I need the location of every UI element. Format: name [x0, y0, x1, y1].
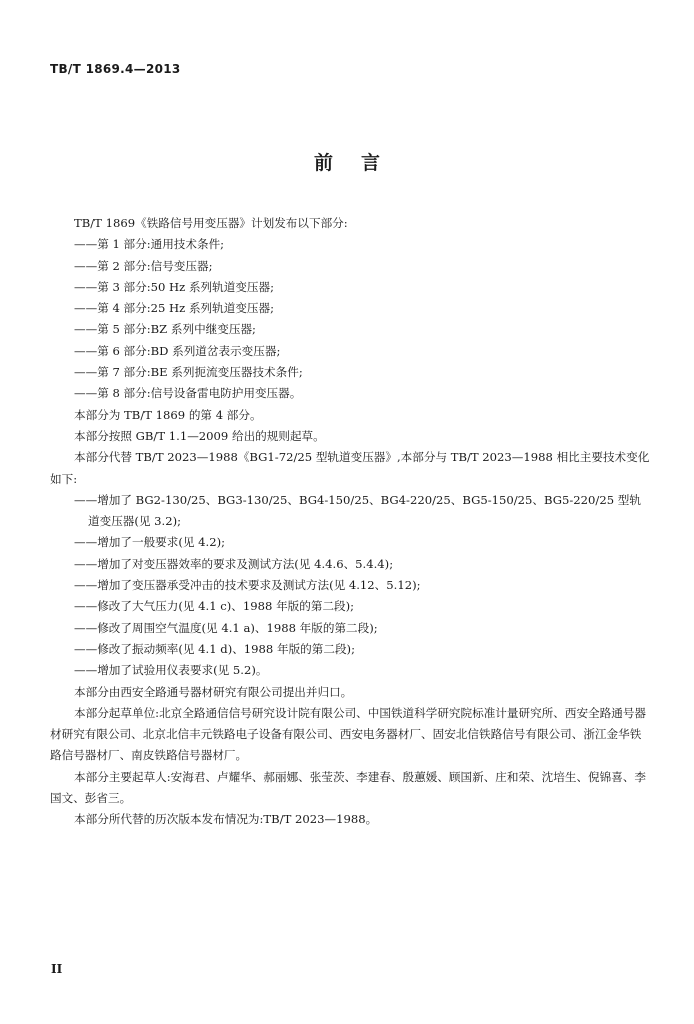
list-item-change-6: ——修改了周围空气温度(见 4.1 a)、1988 年版的第二段);: [74, 620, 378, 635]
list-item-part-3: ——第 3 部分:50 Hz 系列轨道变压器;: [74, 279, 275, 294]
paragraph-replaces: 本部分代替 TB/T 2023—1988《BG1-72/25 型轨道变压器》,本部分与 TB/T 2023—1988 相比主要技术变化如下:: [50, 450, 650, 486]
paragraph-history: 本部分所代替的历次版本发布情况为:TB/T 2023—1988。: [74, 812, 378, 827]
list-item-change-1: ——增加了 BG2-130/25、BG3-130/25、BG4-150/25、BG4-220/25、BG5-150/25、BG5-220/25 型轨道变压器(见 3.2);: [74, 492, 641, 529]
paragraph-proposer: 本部分由西安全路通号器材研究有限公司提出并归口。: [74, 684, 353, 699]
list-item-part-4: ——第 4 部分:25 Hz 系列轨道变压器;: [74, 301, 275, 316]
paragraph-part-number: 本部分为 TB/T 1869 的第 4 部分。: [74, 407, 262, 422]
list-item-change-2: ——增加了一般要求(见 4.2);: [74, 535, 226, 550]
list-item-part-2: ——第 2 部分:信号变压器;: [74, 258, 213, 273]
standard-code: TB/T 1869.4—2013: [50, 62, 181, 76]
list-item-part-6: ——第 6 部分:BD 系列道岔表示变压器;: [74, 343, 281, 358]
paragraph-drafting-units: 本部分起草单位:北京全路通信信号研究设计院有限公司、中国铁道科学研究院标准计量研究所、西安全路通号器材研究有限公司、北京北信丰元铁路电子设备有限公司、西安电务器材厂、固安北信铁路信号有限公司、浙江金华铁路信号器材厂、南皮铁路信号器材厂。: [50, 705, 647, 763]
page-title: 前言: [313, 152, 408, 174]
list-item-change-7: ——修改了振动频率(见 4.1 d)、1988 年版的第二段);: [74, 641, 355, 656]
list-item-change-4: ——增加了变压器承受冲击的技术要求及测试方法(见 4.12、5.12);: [74, 578, 421, 593]
list-item-part-7: ——第 7 部分:BE 系列扼流变压器技术条件;: [74, 365, 303, 380]
list-item-change-8: ——增加了试验用仪表要求(见 5.2)。: [74, 663, 268, 678]
list-item-part-5: ——第 5 部分:BZ 系列中继变压器;: [74, 322, 256, 337]
list-item-change-3: ——增加了对变压器效率的要求及测试方法(见 4.4.6、5.4.4);: [74, 556, 394, 571]
foreword-body: [50, 213, 650, 831]
list-item-part-8: ——第 8 部分:信号设备雷电防护用变压器。: [74, 386, 302, 401]
paragraph-drafters: 本部分主要起草人:安海君、卢耀华、郝丽娜、张莹茨、李建春、殷蕙媛、顾国新、庄和荣、沈培生、倪锦喜、李国文、彭省三。: [50, 769, 647, 806]
paragraph-intro: TB/T 1869《铁路信号用变压器》计划发布以下部分:: [74, 216, 348, 230]
list-item-part-1: ——第 1 部分:通用技术条件;: [74, 237, 225, 252]
paragraph-drafting-rules: 本部分按照 GB/T 1.1—2009 给出的规则起草。: [74, 428, 325, 443]
page-number: II: [51, 962, 63, 976]
list-item-change-5: ——修改了大气压力(见 4.1 c)、1988 年版的第二段);: [74, 599, 355, 614]
